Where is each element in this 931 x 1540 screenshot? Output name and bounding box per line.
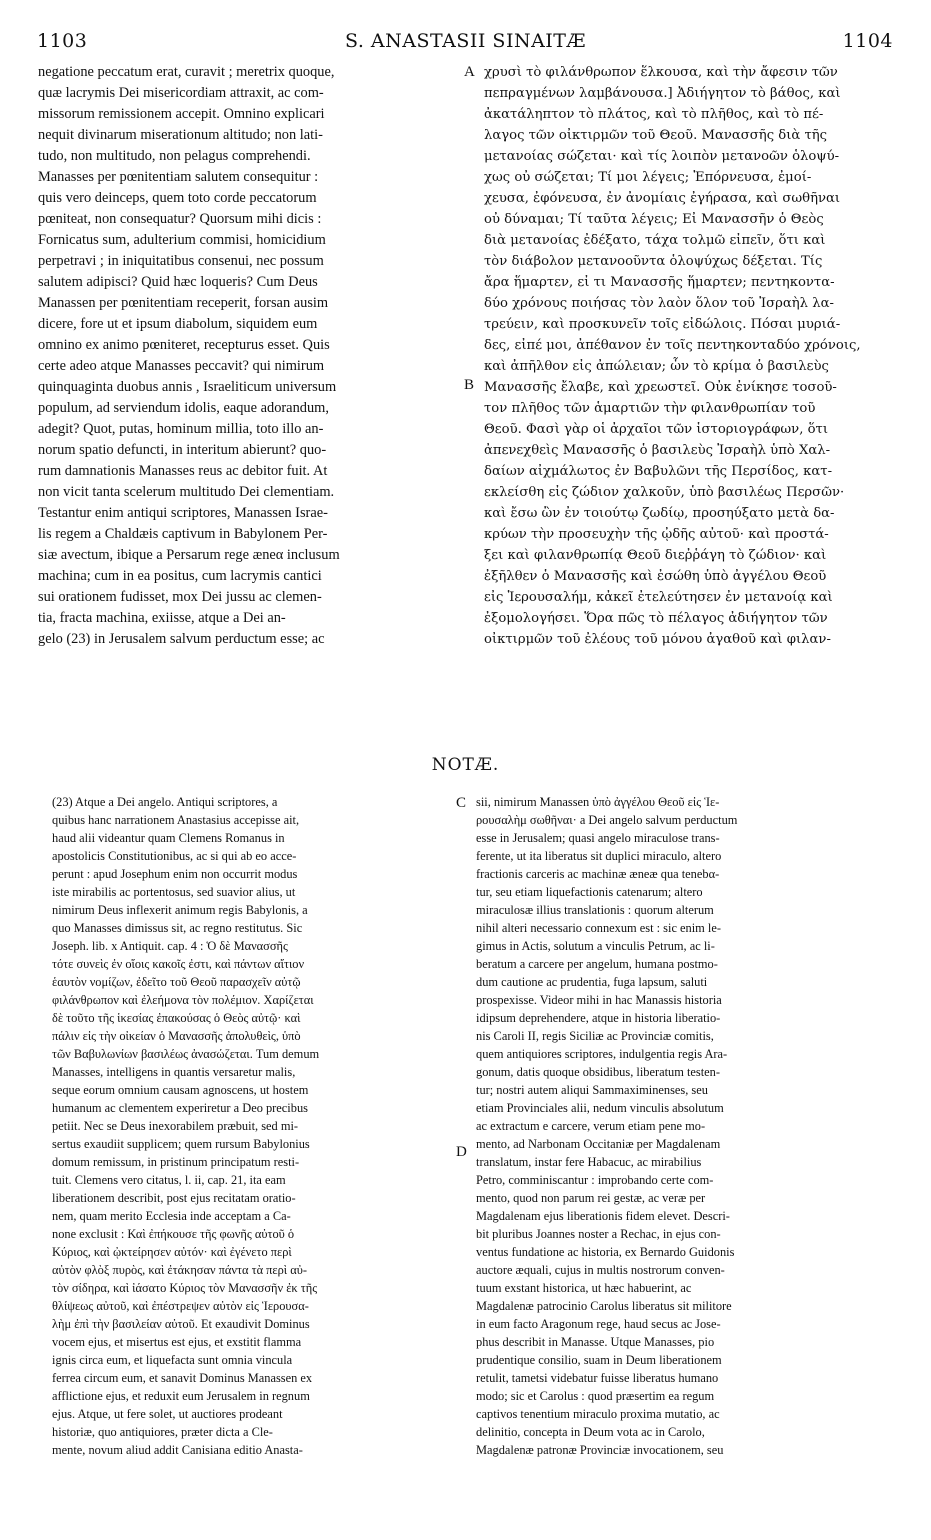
- text-line: τῶν Βαβυλωνίων βασιλέως ἀνασώζεται. Tum demum: [52, 1047, 320, 1061]
- text-line: ἀπενεχθεὶς Μανασσῆς ὁ βασιλεὺς Ἰσραὴλ ὑπὸ Χαλ-: [484, 443, 831, 458]
- text-line: vocem ejus, et misertus est ejus, et exstitit flamma: [52, 1335, 302, 1349]
- text-line: non vicit tanta scelerum multitudo Dei clementiam.: [38, 484, 335, 500]
- text-line: πεπραγμένων λαμβάνουσα.] Ἀδιήγητον τὸ βάθος, καὶ: [484, 86, 841, 101]
- text-line: nihil alteri necessario connexum est : sic enim le-: [476, 921, 721, 935]
- text-line: miraculosæ illius translationis : quorum alterum: [476, 903, 714, 917]
- text-line: Fornicatus sum, adulterium commisi, homicidium: [38, 232, 326, 248]
- text-line: tia, fracta machina, exiisse, atque a Dei an-: [38, 610, 286, 626]
- text-line: Manassen per pœnitentiam receperit, forsan ausim: [38, 295, 329, 311]
- text-line: perpetravi ; in iniquitatibus consenui, nec possum: [38, 253, 324, 269]
- text-line: tuit. Clemens vero citatus, l. ii, cap. 21, ita eam: [52, 1173, 286, 1187]
- text-line: Magdalenæ patronæ Provinciæ invocationem, seu: [476, 1443, 724, 1457]
- text-line: humanum ac clementem experiretur a Deo precibus: [52, 1101, 308, 1115]
- text-line: quinquaginta duobus annis , Israeliticum universum: [38, 379, 337, 395]
- text-line: phus describit in Manasse. Utque Manasses, pio: [476, 1335, 715, 1349]
- text-line: adegit? Quot, putas, hominum millia, toto illo an-: [38, 421, 324, 437]
- text-line: mente, novum aliud addit Canisiana editio Anasta-: [52, 1443, 303, 1457]
- text-line: perunt : apud Josephum enim non occurrit modus: [52, 867, 298, 881]
- text-line: fractionis carceris ac machinæ æneæ qua tenebα-: [476, 867, 720, 881]
- margin-letter-b: B: [464, 377, 475, 393]
- text-line: sui orationem fudisset, mox Dei jussu ac clemen-: [38, 589, 322, 605]
- text-line: sertus exaudiit supplicem; quem rursum Babylonius: [52, 1137, 310, 1151]
- text-line: (23) Atque a Dei angelo. Antiqui scriptores, a: [52, 795, 278, 809]
- text-line: certe adeo atque Manasses peccavit? qui nimirum: [38, 358, 325, 374]
- text-line: Μανασσῆς ἔλαβε, καὶ χρεωστεῖ. Οὐκ ἐνίκησε τοσοῦ-: [484, 380, 837, 395]
- text-line: norum spatio defuncti, in interitum abierunt? quo-: [38, 442, 327, 458]
- text-line: Joseph. lib. x Antiquit. cap. 4 : Ὁ δὲ Μανασσῆς: [52, 939, 288, 953]
- text-line: nem, quam merito Ecclesia inde acceptam a Ca-: [52, 1209, 291, 1223]
- text-line: tudo, non multitudo, non pelagus comprehendi.: [38, 148, 311, 164]
- text-line: εἰς Ἱερουσαλήμ, κἀκεῖ ἐτελεύτησεν ἐν μετανοίᾳ καὶ: [484, 590, 833, 605]
- text-line: prospexisse. Videor mihi in hac Manassis historia: [476, 993, 722, 1007]
- text-line: omnino ex animo pœniteret, recepturus esset. Quis: [38, 337, 330, 353]
- text-line: χευσα, ἐφόνευσα, ἐν ἀνομίαις ἐγήρασα, καὶ σωθῆναι: [484, 191, 841, 206]
- text-line: siæ avectum, ibique a Persarum rege æneα inclusum: [38, 547, 340, 563]
- text-line: quem antiquiores scriptores, indulgentia regis Ara-: [476, 1047, 728, 1061]
- text-line: δες, εἰπέ μοι, ἀπέθανον ἐν τοῖς πεντηκονταδύο χρόνοις,: [484, 338, 861, 353]
- text-line: Θεοῦ. Φασὶ γὰρ οἱ ἀρχαῖοι τῶν ἱστοριογράφων, ὅτι: [484, 422, 828, 437]
- text-line: quo Manasses dimissus sit, ac regno restitutus. Sic: [52, 921, 303, 935]
- text-line: μετανοίας σώζεται· καὶ τίς λοιπὸν μετανοῶν ὁλοψύ-: [484, 149, 840, 164]
- text-line: δαίων αἰχμάλωτος ἐν Βαβυλῶνι τῆς Περσίδος, κατ-: [484, 464, 833, 479]
- text-line: retulit, tametsi videbatur fuisse liberatus humano: [476, 1371, 719, 1385]
- text-line: τὸν διάβολον μετανοοῦντα ὁλοψύχως δέξεται. Τίς: [484, 254, 823, 269]
- text-line: tur, seu etiam liquefactionis catenarum; altero: [476, 885, 703, 899]
- text-line: seque eorum omnium causam agnoscens, ut hostem: [52, 1083, 309, 1097]
- text-line: τρεύειν, καὶ προσκυνεῖν τοῖς εἰδώλοις. Πόσαι μυριά-: [484, 317, 841, 332]
- margin-letter-d: D: [456, 1144, 467, 1160]
- text-line: missorum remissionem accepit. Omnino explicari: [38, 106, 325, 122]
- text-line: πάλιν εἰς τὴν οἰκείαν ὁ Μανασσῆς ἀπολυθεὶς, ὑπὸ: [52, 1029, 301, 1043]
- text-line: etiam Provinciales alii, nedum vinculis absolutum: [476, 1101, 724, 1115]
- text-line: quæ lacrymis Dei misericordiam attraxit, ac com-: [38, 85, 324, 101]
- margin-letter-a: A: [464, 64, 475, 80]
- text-line: lis regem a Chaldæis captivum in Babylonem Per-: [38, 526, 328, 542]
- text-line: mento, quod non parum rei gestæ, ac veræ per: [476, 1191, 706, 1205]
- text-line: ἐξομολογήσει. Ὅρα πῶς τὸ πέλαγος ἀδιήγητον τῶν: [484, 611, 828, 626]
- text-line: apostolicis Constitutionibus, ac si qui ab eo acce-: [52, 849, 297, 863]
- text-line: Petro, comminiscantur : improbando certe com-: [476, 1173, 714, 1187]
- text-line: nequit divinarum miserationum altitudo; non lati-: [38, 127, 323, 143]
- text-line: τὸν σίδηρα, καὶ ἰάσατο Κύριος τὸν Μανασσῆν ἐκ τῆς: [52, 1281, 318, 1295]
- margin-letter-c: C: [456, 795, 467, 811]
- text-line: none exclusit : Καὶ ἐπήκουσε τῆς φωνῆς αὐτοῦ ὁ: [52, 1227, 295, 1241]
- text-line: εκλείσθη εἰς ζώδιον χαλκοῦν, ὑπὸ βασιλέως Περσῶν·: [484, 485, 845, 500]
- text-line: φιλάνθρωπον καὶ ἐλεήμονα τὸν πολέμιον. Χαρίζεται: [52, 993, 314, 1007]
- text-line: δύο χρόνους ποιήσας τὸν λαὸν ὅλον τοῦ Ἰσραὴλ λα-: [484, 296, 834, 311]
- text-line: modo; sic et Carolus : quod præsertim ea regum: [476, 1389, 715, 1403]
- text-line: ignis circa eum, et liquefacta sunt omnia vincula: [52, 1353, 293, 1367]
- text-line: ejus. Atque, ut fere solet, ut auctiores prodeant: [52, 1407, 283, 1421]
- text-line: idipsum deprehendere, atque in historia liberatio-: [476, 1011, 721, 1025]
- text-line: gimus in Actis, solutum a vinculis Petrum, ac li-: [476, 939, 715, 953]
- text-line: delinitio, concepta in Deum vota ac in Carolo,: [476, 1425, 705, 1439]
- text-line: λαγος τῶν οἰκτιρμῶν τοῦ Θεοῦ. Μανασσῆς διὰ τῆς: [484, 128, 828, 143]
- text-line: quis vero deinceps, quem toto corde peccatorum: [38, 190, 317, 206]
- text-line: gonum, datis quoque obsidibus, liberatum testen-: [476, 1065, 720, 1079]
- text-line: ventus fundatione ac historia, ex Bernardo Guidonis: [476, 1245, 735, 1259]
- text-line: ρουσαλὴμ σωθῆναι· a Dei angelo salvum perductum: [476, 813, 738, 827]
- text-line: οἰκτιρμῶν τοῦ ἐλέους τοῦ μόνου ἀγαθοῦ καὶ φιλαν-: [484, 632, 831, 647]
- text-line: τον πλῆθος τῶν ἁμαρτιῶν τὴν φιλανθρωπίαν τοῦ: [484, 401, 816, 416]
- text-line: ξει καὶ φιλανθρωπίᾳ Θεοῦ διεῤῥάγη τὸ ζώδιον· καὶ: [484, 548, 827, 563]
- text-line: ἄρα ἥμαρτεν, εἰ τι Μανασσῆς ἥμαρτεν; πεντηκοντα-: [484, 275, 835, 290]
- text-line: κρύων τὴν προσευχὴν τῆς ᾠδῆς αὐτοῦ· καὶ προστά-: [484, 527, 829, 542]
- text-line: rum damnationis Manasses reus ac debitor fuit. At: [38, 463, 328, 479]
- text-line: αὐτὸν φλὸξ πυρὸς, καὶ ἐτάκησαν πάντα τὰ περὶ αὐ-: [52, 1263, 307, 1277]
- running-title: S. ANASTASII SINAITÆ: [345, 30, 586, 52]
- text-line: Magdalenæ patrocinio Carolus liberatus sit militore: [476, 1299, 732, 1313]
- text-line: captivos tenentium miraculo proxima mutatio, ac: [476, 1407, 720, 1421]
- notes-right-column: [476, 793, 892, 1459]
- text-line: petiit. Nec se Deus inexorabilem præbuit, sed mi-: [52, 1119, 299, 1133]
- text-line: bit pluribus Joannes noster a Rechac, in ejus con-: [476, 1227, 721, 1241]
- text-line: sii, nimirum Manassen ὑπὸ ἀγγέλου Θεοῦ εἰς Ἱε-: [476, 795, 720, 809]
- text-line: quibus hanc narrationem Anastasius accepisse ait,: [52, 813, 300, 827]
- text-line: iste mirabilis ac portentosus, sed suavior alius, ut: [52, 885, 296, 899]
- text-line: gelo (23) in Jerusalem salvum perductum esse; ac: [38, 631, 325, 647]
- text-line: χως οὐ σώζεται; Τί μοι λέγεις; Ἐπόρνευσα, ἐμοί-: [484, 170, 812, 185]
- text-line: ἐξῆλθεν ὁ Μανασσῆς καὶ ἐσώθη ὑπὸ ἀγγέλου Θεοῦ: [484, 569, 827, 584]
- main-text-latin-column: [38, 62, 458, 650]
- text-line: Manasses, intelligens in quantis versaretur malis,: [52, 1065, 296, 1079]
- text-line: Magdalenam ejus liberationis fidem elevet. Descri-: [476, 1209, 730, 1223]
- text-line: χρυσὶ τὸ φιλάνθρωπον ἕλκουσα, καὶ τὴν ἄφεσιν τῶν: [484, 65, 838, 80]
- notes-left-column: [52, 793, 448, 1459]
- text-line: Testantur enim antiqui scriptores, Manassen Israe-: [38, 505, 328, 521]
- text-line: nis Caroli II, regis Siciliæ ac Provinciæ comitis,: [476, 1029, 714, 1043]
- text-line: tur; nostri autem aliqui Sammaximinenses, seu: [476, 1083, 708, 1097]
- text-line: populum, ad serviendum idolis, eaque adorandum,: [38, 400, 329, 416]
- text-line: Κύριος, καὶ ᾠκτείρησεν αὐτόν· καὶ ἐγένετο περὶ: [52, 1245, 292, 1259]
- text-line: mento, ad Narbonam Occitaniæ per Magdalenam: [476, 1137, 721, 1151]
- text-line: dicere, fore ut et ipsum diabolum, siquidem eum: [38, 316, 318, 332]
- text-line: negatione peccatum erat, curavit ; meretrix quoque,: [38, 64, 335, 80]
- text-line: ἀκατάληπτον τὸ πλάτος, καὶ τὸ πλῆθος, καὶ τὸ πέ-: [484, 107, 824, 122]
- text-line: Manasses per pœnitentiam salutem consequitur :: [38, 169, 319, 185]
- text-line: auctore æquali, cujus in multis nostrorum conven-: [476, 1263, 725, 1277]
- text-line: ferrea circum eum, et sanavit Dominus Manassen ex: [52, 1371, 313, 1385]
- text-line: in eum facto Aragonum rege, haud secus ac Jose-: [476, 1317, 721, 1331]
- main-text-greek-column: [484, 62, 904, 650]
- text-line: afflictione ejus, et reduxit eum Jerusalem in regnum: [52, 1389, 310, 1403]
- text-line: ferente, ut ita liberatus sit duplici miraculo, altero: [476, 849, 722, 863]
- text-line: pœniteat, non consequatur? Quorsum mihi dicis :: [38, 211, 322, 227]
- text-line: nimirum Deus inflexerit animum regis Babylonis, a: [52, 903, 308, 917]
- notes-heading: NOTÆ.: [431, 755, 500, 775]
- text-line: liberationem describit, post ejus recitatam oratio-: [52, 1191, 296, 1205]
- text-line: domum remissum, in pristinum principatum resti-: [52, 1155, 300, 1169]
- text-line: historiæ, quo antiquiores, præter dicta a Cle-: [52, 1425, 273, 1439]
- text-line: οὐ δύναμαι; Τί ταῦτα λέγεις; Εἰ Μανασσῆν ὁ Θεὸς: [484, 212, 824, 227]
- text-line: salutem adipisci? Quid hæc loqueris? Cum Deus: [38, 274, 318, 290]
- text-line: machina; cum in ea positus, cum lacrymis cantici: [38, 568, 322, 584]
- text-line: prudentique consilio, suam in Deum liberationem: [476, 1353, 722, 1367]
- left-page-number: 1103: [37, 30, 88, 52]
- text-line: ac extractum e carcere, verum etiam pene mo-: [476, 1119, 706, 1133]
- text-line: ἑαυτὸν νομίζων, ἐδεῖτο τοῦ Θεοῦ παρασχεῖν αὐτῷ: [52, 975, 301, 989]
- text-line: λὴμ ἐπὶ τὴν βασιλείαν αὐτοῦ. Et exaudivit Dominus: [52, 1317, 310, 1331]
- right-page-number: 1104: [842, 30, 893, 52]
- text-line: translatum, instar fere Habacuc, ac mirabilius: [476, 1155, 702, 1169]
- text-line: tuum exstant historica, ut hæc habuerint, ac: [476, 1281, 692, 1295]
- text-line: θλίψεως αὐτοῦ, καὶ ἐπέστρεψεν αὐτὸν εἰς Ἱερουσα-: [52, 1299, 309, 1313]
- text-line: haud alii videantur quam Clemens Romanus in: [52, 831, 285, 845]
- text-line: τότε συνεὶς ἐν οἵοις κακοῖς ἐστι, καὶ πάντων αἴτιον: [52, 957, 305, 971]
- text-line: esse in Jerusalem; quasi angelo miraculose trans-: [476, 831, 720, 845]
- text-line: καὶ ἔσω ὢν ἐν τοιούτῳ ζωδίῳ, προσηύξατο μετὰ δα-: [484, 506, 835, 521]
- text-line: διὰ μετανοίας ἐδέξατο, τάχα τολμῶ εἰπεῖν, ὅτι καὶ: [484, 233, 826, 248]
- text-line: δὲ τοῦτο τῆς ἱκεσίας ἐπακούσας ὁ Θεὸς αὐτῷ· καὶ: [52, 1011, 301, 1025]
- text-line: dum cautione ac prudentia, fuga lapsum, saluti: [476, 975, 708, 989]
- text-line: καὶ ἀπῆλθον εἰς ἀπώλειαν; ὧν τὸ κρίμα ὁ βασιλεὺς: [484, 359, 829, 374]
- text-line: beratum a carcere per angelum, humana postmo-: [476, 957, 718, 971]
